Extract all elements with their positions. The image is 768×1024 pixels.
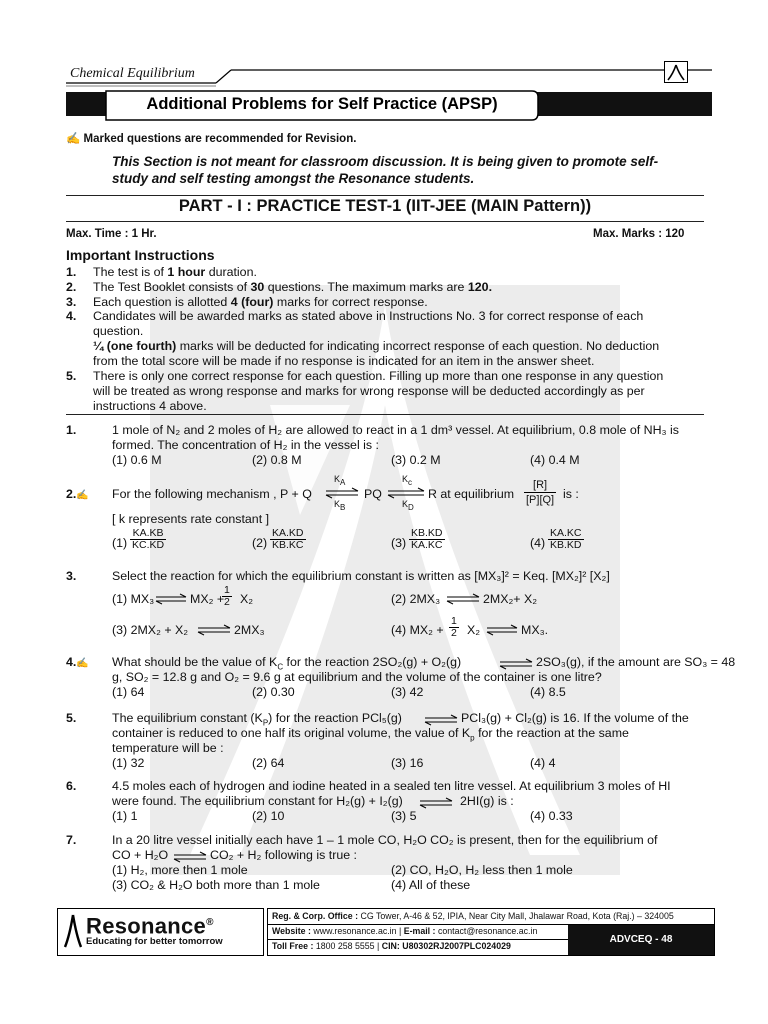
- q3-option-1[interactable]: (1) MX₃ MX₂ + $\frac{1}{2}$ X₂: [112, 584, 254, 608]
- instructions-heading: Important Instructions: [66, 247, 215, 263]
- max-marks: Max. Marks : 120: [593, 228, 685, 240]
- brand-tagline: Educating for better tomorrow: [86, 936, 223, 947]
- part-title: PART - I : PRACTICE TEST-1 (IIT-JEE (MAIN Pattern)): [178, 197, 592, 215]
- divider: [66, 221, 704, 222]
- footer: [57, 908, 713, 956]
- equilibrium-arrow: [418, 797, 454, 809]
- q1-option-3[interactable]: (3) 0.2 M: [391, 453, 441, 467]
- divider: [66, 195, 704, 196]
- q5-option-2[interactable]: (2) 64: [252, 756, 285, 770]
- q7-option-2[interactable]: (2) CO, H₂O, H₂ less then 1 mole: [391, 863, 573, 877]
- q2-option-3[interactable]: $\frac{KB.KD}{KA.KC}$: [411, 527, 443, 551]
- q1-option-2[interactable]: (2) 0.8 M: [252, 453, 302, 467]
- q7-option-3[interactable]: (3) CO₂ & H₂O both more than 1 mole: [112, 878, 320, 892]
- notice: This Section is not meant for classroom discussion. It is being given to promote self- study and self testing amongst the Resonance students.: [112, 154, 659, 186]
- q3-option-4[interactable]: (4) MX₂ + $\frac{1}{2}$ X₂ MX₃.: [391, 615, 549, 639]
- pen-icon: ✍: [76, 490, 89, 501]
- marked-note: ✍ Marked questions are recommended for Revision.: [66, 133, 357, 145]
- q5-option-3[interactable]: (3) 16: [391, 756, 424, 770]
- resonance-logo-icon: [665, 62, 687, 82]
- q3-option-2[interactable]: (2) 2MX₃ 2MX₂+ X₂: [391, 592, 538, 606]
- max-time: Max. Time : 1 Hr.: [66, 228, 157, 240]
- footer-info: Reg. & Corp. Office : CG Tower, A-46 & 52, IPIA, Near City Mall, Jhalawar Road, Kota (Raj.) – 324005 Website : www.resonance.ac.in | E-mail : contact@resonance.ac.in Toll Free : 1800 258 5555 | CIN: U80302RJ2007PLC024029 ADVCEQ - 48: [267, 908, 715, 956]
- q6-option-4[interactable]: (4) 0.33: [530, 809, 573, 823]
- q4-option-3[interactable]: (3) 42: [391, 685, 424, 699]
- brand-logo-box: Resonance® Educating for better tomorrow: [57, 908, 264, 956]
- header-rule: [66, 66, 712, 88]
- resonance-logo-icon: [63, 913, 83, 949]
- q7-option-4[interactable]: (4) All of these: [391, 878, 471, 892]
- header-logo-box: [664, 61, 688, 83]
- q6-option-2[interactable]: (2) 10: [252, 809, 285, 823]
- q1-option-4[interactable]: (4) 0.4 M: [530, 453, 580, 467]
- q6-option-3[interactable]: (3) 5: [391, 809, 417, 823]
- q2-option-4[interactable]: $\frac{KA.KC}{KB.KD}$: [550, 527, 582, 551]
- equilibrium-arrow: [324, 487, 360, 499]
- q2-option-1[interactable]: $\frac{KA.KB}{KC.KD}$: [132, 527, 165, 551]
- q7-option-1[interactable]: (1) H₂, more then 1 mole: [112, 863, 248, 877]
- q4-option-2[interactable]: (2) 0.30: [252, 685, 295, 699]
- equilibrium-arrow: [423, 714, 459, 726]
- q4-option-1[interactable]: (1) 64: [112, 685, 145, 699]
- q6-option-1[interactable]: (1) 1: [112, 809, 138, 823]
- page-code: ADVCEQ - 48: [568, 925, 714, 955]
- equilibrium-arrow: [498, 658, 534, 670]
- pen-icon: ✍: [66, 133, 81, 145]
- section-title: Additional Problems for Self Practice (APSP): [146, 95, 498, 113]
- q4-option-4[interactable]: (4) 8.5: [530, 685, 566, 699]
- pen-icon: ✍: [76, 658, 89, 669]
- q5-option-1[interactable]: (1) 32: [112, 756, 145, 770]
- q2-option-2[interactable]: $\frac{KA.KD}{KB.KC}$: [272, 527, 304, 551]
- q5-option-4[interactable]: (4) 4: [530, 756, 556, 770]
- q1-option-1[interactable]: (1) 0.6 M: [112, 453, 162, 467]
- brand-name: Resonance: [86, 913, 207, 939]
- equilibrium-arrow: [172, 851, 208, 863]
- divider: [66, 414, 704, 415]
- section-title-banner: [66, 89, 712, 122]
- equilibrium-arrow: [386, 487, 426, 499]
- q3-option-3[interactable]: (3) 2MX₂ + X₂ 2MX₃: [112, 623, 265, 637]
- chapter-title: Chemical Equilibrium: [70, 66, 195, 81]
